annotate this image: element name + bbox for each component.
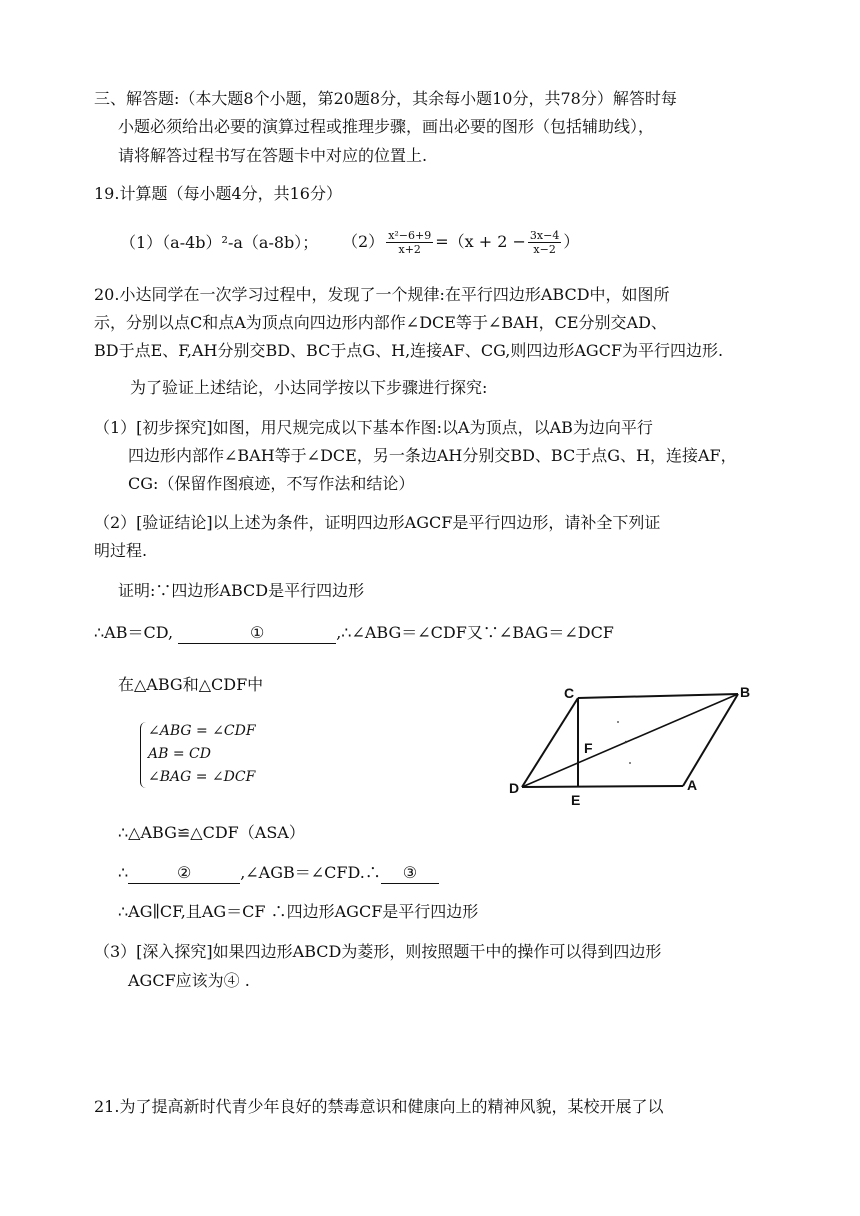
diagonal-DB	[522, 694, 738, 787]
proof-line3: 在△ABG和△CDF中	[118, 675, 264, 694]
q20-part1-line1: （1）[初步探究]如图，用尺规完成以下基本作图:以A为顶点，以AB为边向平行	[94, 418, 653, 437]
edge-BA	[683, 694, 738, 786]
q20-part1-line2: 四边形内部作∠BAH等于∠DCE，另一条边AH分别交BD、BC于点G、H，连接AF，	[128, 446, 737, 465]
q19-part2	[342, 225, 579, 259]
q19-fraction-1	[386, 229, 433, 256]
q20-part3-line2: AGCF应该为④ .	[128, 971, 250, 990]
section-heading-line2: 小题必须给出必要的演算过程或推理步骤，画出必要的图形（包括辅助线），	[118, 117, 655, 136]
edge-AD	[522, 786, 683, 787]
proof-line5-mid: ,∠AGB＝∠CFD.∴	[240, 863, 381, 882]
proof-line5	[118, 862, 439, 884]
proof-line2-end: ,∴∠ABG＝∠CDF又∵∠BAG＝∠DCF	[336, 623, 614, 642]
proof-line4: ∴△ABG≌△CDF（ASA）	[118, 823, 305, 842]
proof-line5-start: ∴	[118, 863, 129, 882]
q19-part2-end: ）	[563, 232, 580, 251]
system-eq1: ∠ABG = ∠CDF	[148, 723, 256, 739]
q20-part3-line1: （3）[深入探究]如果四边形ABCD为菱形，则按照题干中的操作可以得到四边形	[94, 942, 662, 961]
q19-frac1-numerator: x²−6+9	[388, 229, 432, 242]
q19-part2-mid: =（x + 2 −	[435, 232, 526, 251]
system-eq2: AB = CD	[148, 746, 211, 762]
proof-line2-start: ∴AB＝CD,	[94, 623, 174, 642]
label-B: B	[740, 684, 751, 700]
proof-line2	[94, 622, 614, 644]
parallelogram-figure	[500, 680, 770, 810]
proof-line1: 证明:∵四边形ABCD是平行四边形	[118, 581, 365, 600]
q21-line1: 21.为了提高新时代青少年良好的禁毒意识和健康向上的精神风貌，某校开展了以	[94, 1097, 664, 1116]
q19-frac2-denominator: x−2	[533, 243, 556, 256]
section-heading-line3: 请将解答过程书写在答题卡中对应的位置上.	[118, 146, 428, 165]
system-eq3: ∠BAG = ∠DCF	[148, 769, 256, 785]
q20-part2-line1: （2）[验证结论]以上述为条件，证明四边形AGCF是平行四边形，请补全下列证	[94, 513, 661, 532]
section-heading-line1: 三、解答题:（本大题8个小题，第20题8分，其余每小题10分，共78分）解答时每	[94, 89, 677, 108]
label-E: E	[571, 792, 581, 808]
edge-DC	[522, 698, 578, 787]
q20-part1-line3: CG:（保留作图痕迹，不写作法和结论）	[128, 474, 415, 493]
q19-title: 19.计算题（每小题4分，共16分）	[94, 184, 342, 203]
dot-mark-2	[625, 741, 627, 743]
label-F: F	[584, 740, 593, 756]
q19-frac1-denominator: x+2	[398, 243, 421, 256]
q19-frac2-numerator: 3x−4	[529, 229, 560, 242]
q20-line1: 20.小达同学在一次学习过程中，发现了一个规律:在平行四边形ABCD中，如图所	[94, 285, 670, 304]
blank-2: ②	[128, 863, 240, 884]
dot-mark-1	[617, 721, 619, 723]
edge-CB	[578, 694, 738, 698]
label-C: C	[564, 685, 575, 701]
q20-line3: BD于点E、F,AH分别交BD、BC于点G、H,连接AF、CG,则四边形AGCF为平行四边形.	[94, 341, 724, 360]
blank-3: ③	[381, 863, 439, 884]
dot-mark-3	[629, 762, 631, 764]
label-D: D	[509, 780, 520, 796]
q20-line4: 为了验证上述结论，小达同学按以下步骤进行探究:	[130, 378, 488, 397]
proof-line6: ∴AG∥CF,且AG＝CF ∴四边形AGCF是平行四边形	[118, 902, 479, 921]
q20-line2: 示，分别以点C和点A为顶点向四边形内部作∠DCE等于∠BAH，CE分别交AD、	[94, 313, 667, 332]
q20-part2-line2: 明过程.	[94, 541, 148, 560]
q19-part1: （1）（a-4b）²-a（a-8b）；	[120, 233, 319, 252]
q19-fraction-2	[528, 229, 561, 256]
blank-1: ①	[178, 623, 336, 644]
label-A: A	[687, 777, 698, 793]
q19-part2-label: （2）	[342, 232, 385, 251]
